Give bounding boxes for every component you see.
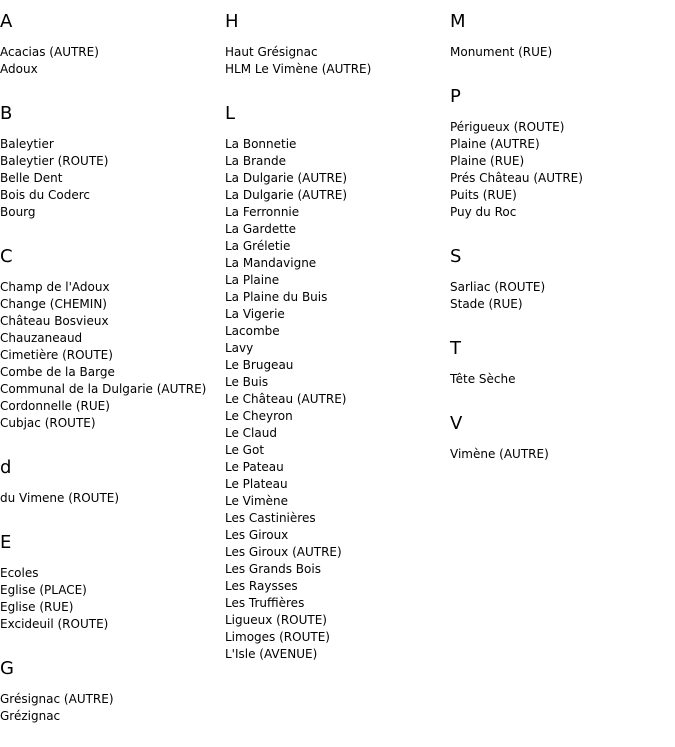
letter-group <box>225 8 440 78</box>
street-name: Change (CHEMIN) <box>0 297 107 311</box>
street-name: Eglise (PLACE) <box>0 583 87 597</box>
street-name: Le Château (AUTRE) <box>225 392 347 406</box>
street-name: Plaine (AUTRE) <box>450 137 540 151</box>
street-name: Les Grands Bois <box>225 562 321 576</box>
letter-group <box>450 83 665 221</box>
street-name: Le Vimène <box>225 494 289 508</box>
street-name: Haut Grésignac <box>225 45 318 59</box>
street-name: Tête Sèche <box>450 372 516 386</box>
street-name: Acacias (AUTRE) <box>0 45 99 59</box>
column-1 <box>0 8 215 747</box>
street-name: La Gréletie <box>225 239 291 253</box>
street-name: Ecoles <box>0 566 39 580</box>
street-name: L'Isle (AVENUE) <box>225 647 318 661</box>
street-name: Sarliac (ROUTE) <box>450 280 546 294</box>
letter-heading: S <box>450 246 462 267</box>
street-name: Limoges (ROUTE) <box>225 630 330 644</box>
street-list <box>450 446 665 463</box>
letter-group <box>0 100 215 221</box>
street-name: Communal de la Dulgarie (AUTRE) <box>0 382 207 396</box>
street-name: Lacombe <box>225 324 280 338</box>
street-name: La Dulgarie (AUTRE) <box>225 171 348 185</box>
letter-heading: B <box>0 103 13 124</box>
letter-group <box>450 335 665 388</box>
letter-heading: T <box>450 338 461 359</box>
letter-heading: E <box>0 532 12 553</box>
street-list <box>0 691 215 725</box>
street-name: Ligueux (ROUTE) <box>225 613 327 627</box>
street-name: Le Cheyron <box>225 409 293 423</box>
street-name: Chauzaneaud <box>0 331 83 345</box>
street-name: Les Castinières <box>225 511 316 525</box>
letter-group <box>225 100 440 663</box>
street-list <box>0 279 215 432</box>
street-name: Stade (RUE) <box>450 297 523 311</box>
street-name: Combe de la Barge <box>0 365 115 379</box>
letter-group <box>0 243 215 432</box>
street-name: Adoux <box>0 62 38 76</box>
street-list <box>0 136 215 221</box>
street-list <box>450 371 665 388</box>
street-name: Périgueux (ROUTE) <box>450 120 565 134</box>
letter-group <box>0 529 215 633</box>
street-name: Vimène (AUTRE) <box>450 447 549 461</box>
letter-group <box>0 8 215 78</box>
letter-heading: G <box>0 658 14 679</box>
street-name: Cimetière (ROUTE) <box>0 348 113 362</box>
letter-heading: A <box>0 11 13 32</box>
letter-group <box>450 243 665 313</box>
street-name: Grézignac <box>0 709 61 723</box>
street-name: La Dulgarie (AUTRE) <box>225 188 348 202</box>
street-name: Cordonnelle (RUE) <box>0 399 110 413</box>
street-name: La Bonnetie <box>225 137 297 151</box>
street-name: Bois du Coderc <box>0 188 90 202</box>
street-name: Puits (RUE) <box>450 188 517 202</box>
street-name: du Vimene (ROUTE) <box>0 491 120 505</box>
street-name: Cubjac (ROUTE) <box>0 416 96 430</box>
street-name: Les Truffières <box>225 596 305 610</box>
street-list <box>450 119 665 221</box>
street-name: Monument (RUE) <box>450 45 553 59</box>
street-name: Le Pateau <box>225 460 284 474</box>
column-3 <box>450 8 665 485</box>
street-name: Les Giroux <box>225 528 289 542</box>
street-name: La Ferronnie <box>225 205 300 219</box>
street-name: Le Brugeau <box>225 358 294 372</box>
street-name: Le Claud <box>225 426 277 440</box>
street-name: Le Plateau <box>225 477 288 491</box>
letter-group <box>0 454 215 507</box>
street-name: La Plaine <box>225 273 280 287</box>
letter-heading: P <box>450 86 461 107</box>
street-list <box>450 44 665 61</box>
street-name: Belle Dent <box>0 171 63 185</box>
street-name: Le Got <box>225 443 265 457</box>
street-name: Excideuil (ROUTE) <box>0 617 109 631</box>
street-list <box>0 490 215 507</box>
street-name: Château Bosvieux <box>0 314 109 328</box>
street-name: Baleytier (ROUTE) <box>0 154 109 168</box>
street-name: Prés Château (AUTRE) <box>450 171 583 185</box>
street-name: Baleytier <box>0 137 54 151</box>
street-name: Puy du Roc <box>450 205 517 219</box>
street-name: Les Raysses <box>225 579 298 593</box>
street-list <box>0 44 215 78</box>
letter-heading: V <box>450 413 463 434</box>
street-name: La Gardette <box>225 222 297 236</box>
column-2 <box>225 8 440 685</box>
letter-heading: d <box>0 457 12 478</box>
letter-group <box>0 655 215 725</box>
street-name: La Brande <box>225 154 286 168</box>
street-name: Plaine (RUE) <box>450 154 525 168</box>
street-list <box>450 279 665 313</box>
letter-group <box>450 8 665 61</box>
street-list <box>225 136 440 663</box>
street-name: Eglise (RUE) <box>0 600 74 614</box>
letter-heading: H <box>225 11 239 32</box>
letter-group <box>450 410 665 463</box>
street-name: Champ de l'Adoux <box>0 280 110 294</box>
street-name: Bourg <box>0 205 36 219</box>
street-name: HLM Le Vimène (AUTRE) <box>225 62 372 76</box>
street-name: La Plaine du Buis <box>225 290 328 304</box>
street-list <box>0 565 215 633</box>
street-name: Lavy <box>225 341 254 355</box>
street-name: Grésignac (AUTRE) <box>0 692 114 706</box>
letter-heading: M <box>450 11 466 32</box>
street-name: Le Buis <box>225 375 269 389</box>
letter-heading: C <box>0 246 13 267</box>
letter-heading: L <box>225 103 236 124</box>
street-name: Les Giroux (AUTRE) <box>225 545 342 559</box>
street-name: La Mandavigne <box>225 256 317 270</box>
street-name: La Vigerie <box>225 307 285 321</box>
street-list <box>225 44 440 78</box>
